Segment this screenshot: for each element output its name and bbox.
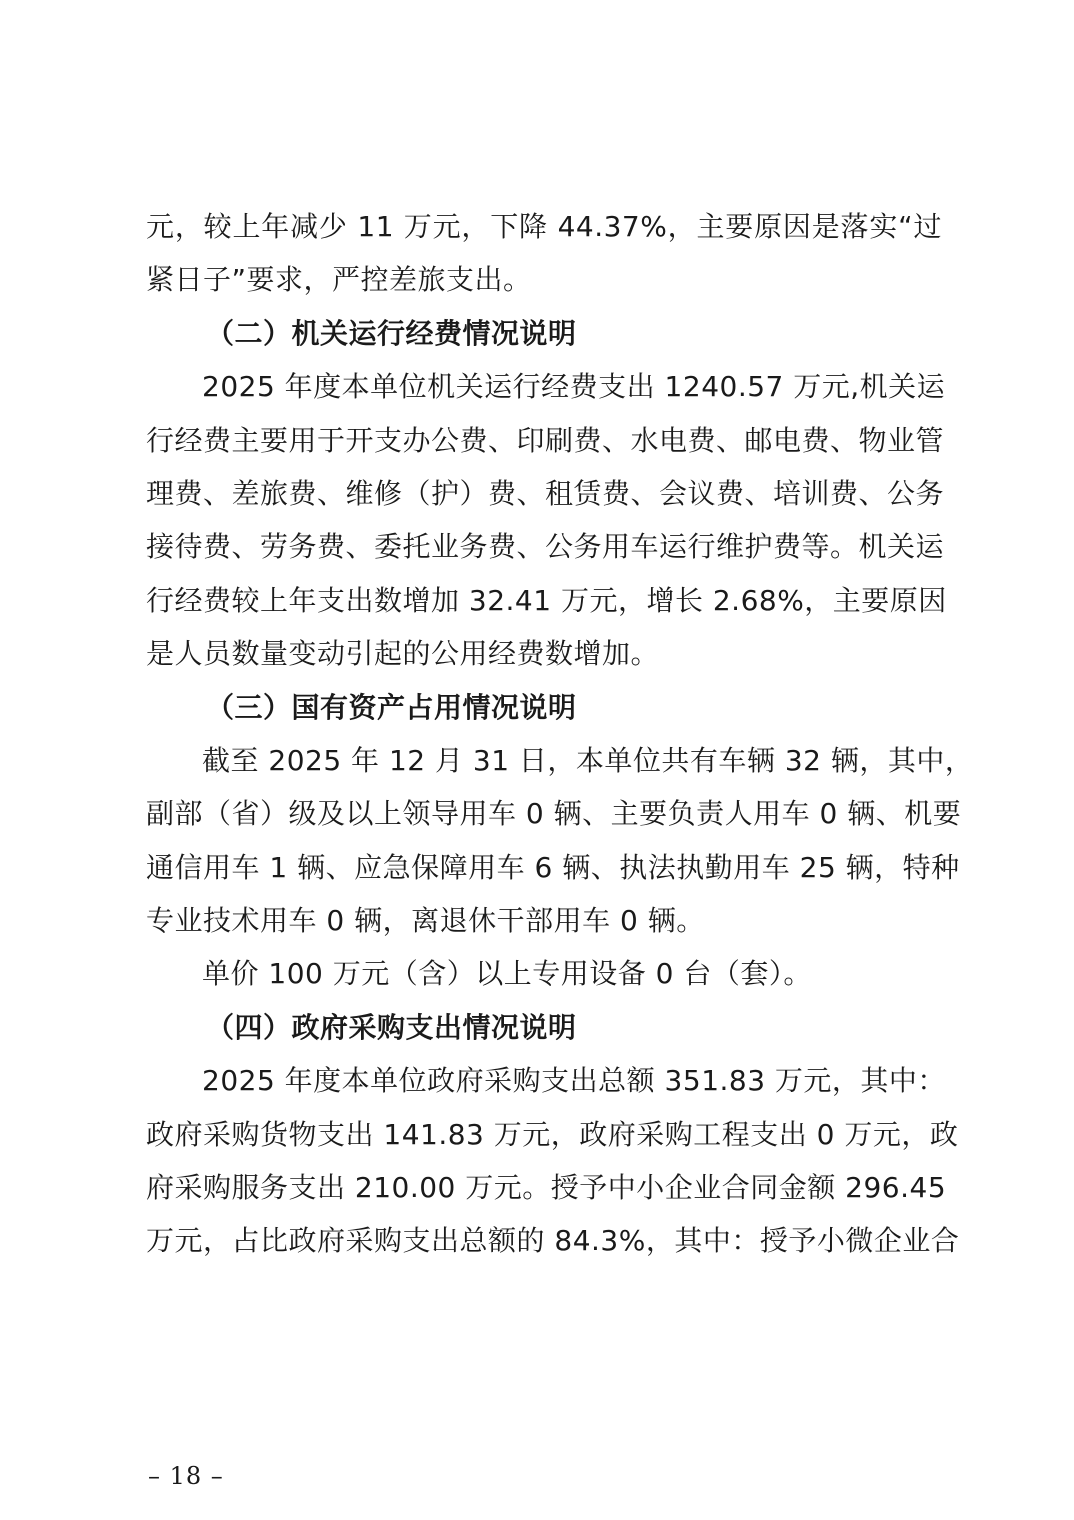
paragraph-line: 单价 100 万元（含）以上专用设备 0 台（套）。	[202, 957, 812, 991]
section-heading: （二）机关运行经费情况说明	[206, 316, 577, 350]
paragraph-line: 元，较上年减少 11 万元，下降 44.37%，主要原因是落实“过	[146, 210, 942, 243]
paragraph-line: 紧日子”要求，严控差旅支出。	[146, 263, 532, 297]
paragraph-line: 理费、差旅费、维修（护）费、租赁费、会议费、培训费、公务	[146, 476, 945, 510]
paragraph-line: 行经费较上年支出数增加 32.41 万元，增长 2.68%，主要原因	[146, 583, 947, 617]
page-number: – 18 –	[148, 1462, 224, 1490]
section-heading: （四）政府采购支出情况说明	[206, 1010, 577, 1044]
paragraph-line: 府采购服务支出 210.00 万元。授予中小企业合同金额 296.45	[146, 1171, 947, 1205]
paragraph-line: 万元，占比政府采购支出总额的 84.3%，其中：授予小微企业合	[146, 1224, 960, 1258]
paragraph-line: 副部（省）级及以上领导用车 0 辆、主要负责人用车 0 辆、机要	[146, 797, 962, 831]
section-heading: （三）国有资产占用情况说明	[206, 690, 577, 724]
paragraph-line: 接待费、劳务费、委托业务费、公务用车运行维护费等。机关运	[146, 530, 945, 564]
document-body	[146, 200, 974, 1268]
paragraph-line: 2025 年度本单位政府采购支出总额 351.83 万元，其中：	[202, 1064, 946, 1098]
paragraph-line: 通信用车 1 辆、应急保障用车 6 辆、执法执勤用车 25 辆，特种	[146, 850, 960, 884]
paragraph-line: 专业技术用车 0 辆，离退休干部用车 0 辆。	[146, 904, 705, 938]
paragraph-line: 2025 年度本单位机关运行经费支出 1240.57 万元,机关运	[202, 370, 946, 404]
paragraph-line: 是人员数量变动引起的公用经费数增加。	[146, 637, 660, 671]
paragraph-line: 行经费主要用于开支办公费、印刷费、水电费、邮电费、物业管	[146, 423, 945, 457]
paragraph-line: 截至 2025 年 12 月 31 日，本单位共有车辆 32 辆，其中，	[202, 743, 974, 777]
paragraph-line: 政府采购货物支出 141.83 万元，政府采购工程支出 0 万元，政	[146, 1117, 959, 1151]
